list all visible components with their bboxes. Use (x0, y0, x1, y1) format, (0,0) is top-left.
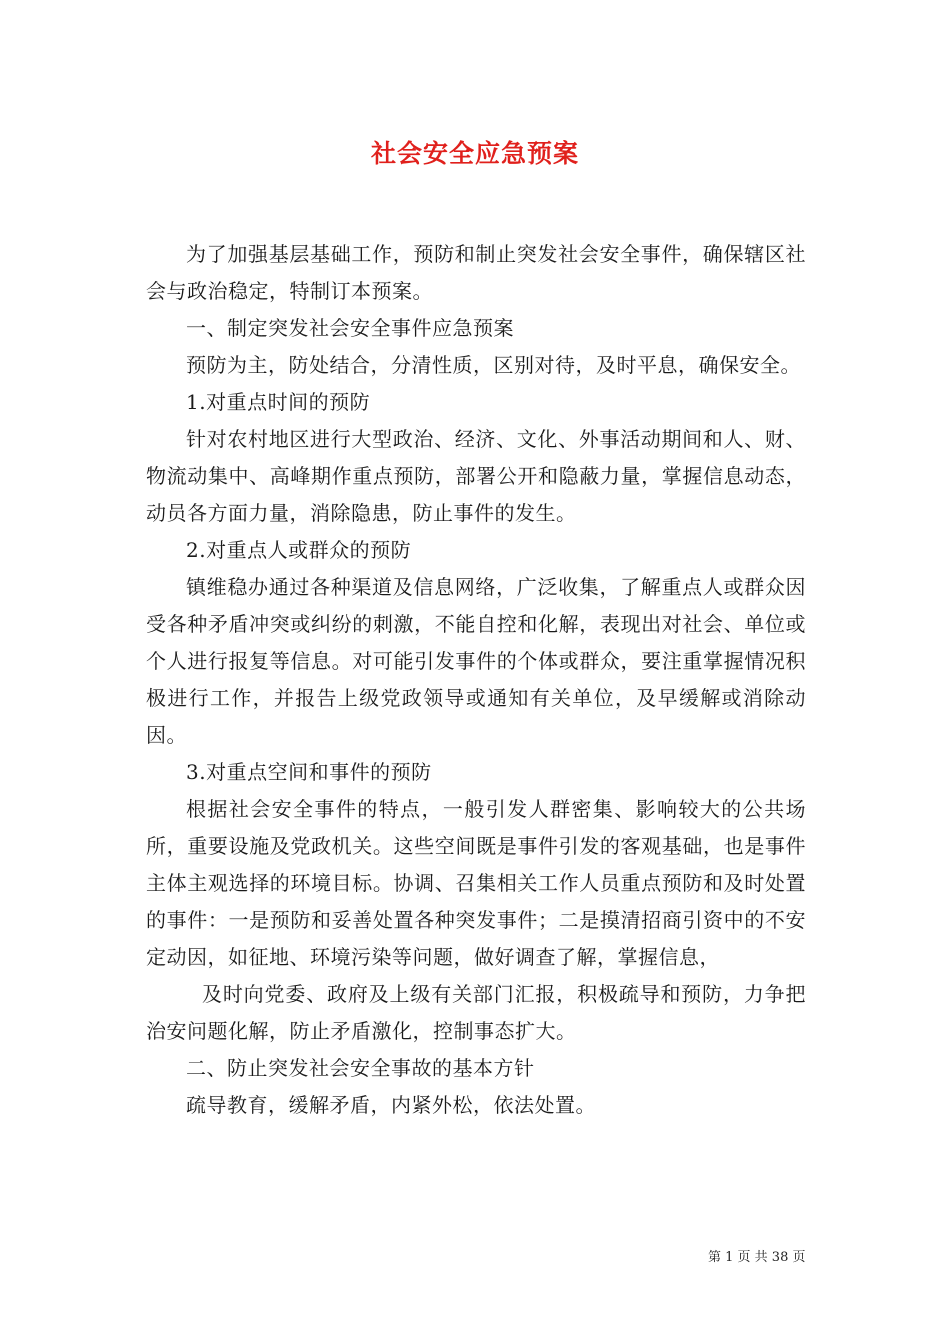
paragraph-policy: 疏导教育，缓解矛盾，内紧外松，依法处置。 (186, 1093, 596, 1117)
subheading-key-space: 3.对重点空间和事件的预防 (186, 760, 432, 784)
paragraph-principle: 预防为主，防处结合，分清性质，区别对待，及时平息，确保安全。 (186, 353, 801, 377)
paragraph-key-people: 镇维稳办通过各种渠道及信息网络，广泛收集，了解重点人或群众因受各种矛盾冲突或纠纷的刺激，不能自控和化解，表现出对社会、单位或个人进行报复等信息。对可能引发事件的个体或群众，要注重掌握情况积极进行工作，并报告上级党政领导或通知有关单位，及早缓解或消除动因。 (146, 575, 806, 747)
section-heading-2: 二、防止突发社会安全事故的基本方针 (186, 1056, 535, 1080)
subheading-key-people: 2.对重点人或群众的预防 (186, 538, 412, 562)
paragraph-report: 及时向党委、政府及上级有关部门汇报，积极疏导和预防，力争把治安问题化解，防止矛盾激化，控制事态扩大。 (146, 982, 806, 1043)
paragraph-key-space: 根据社会安全事件的特点，一般引发人群密集、影响较大的公共场所，重要设施及党政机关。这些空间既是事件引发的客观基础，也是事件主体主观选择的环境目标。协调、召集相关工作人员重点预防和及时处置的事件：一是预防和妥善处置各种突发事件；二是摸清招商引资中的不安定动因，如征地、环境污染等问题，做好调查了解，掌握信息， (146, 797, 806, 969)
page-number: 第 1 页 共 38 页 (708, 1250, 806, 1265)
paragraph-intro: 为了加强基层基础工作，预防和制止突发社会安全事件，确保辖区社会与政治稳定，特制订本预案。 (146, 242, 806, 303)
document-title: 社会安全应急预案 (370, 139, 579, 168)
document-body (146, 236, 806, 1124)
paragraph-key-time: 针对农村地区进行大型政治、经济、文化、外事活动期间和人、财、物流动集中、高峰期作重点预防，部署公开和隐蔽力量，掌握信息动态，动员各方面力量，消除隐患，防止事件的发生。 (146, 427, 806, 525)
subheading-key-time: 1.对重点时间的预防 (186, 390, 371, 414)
section-heading-1: 一、制定突发社会安全事件应急预案 (186, 316, 514, 340)
